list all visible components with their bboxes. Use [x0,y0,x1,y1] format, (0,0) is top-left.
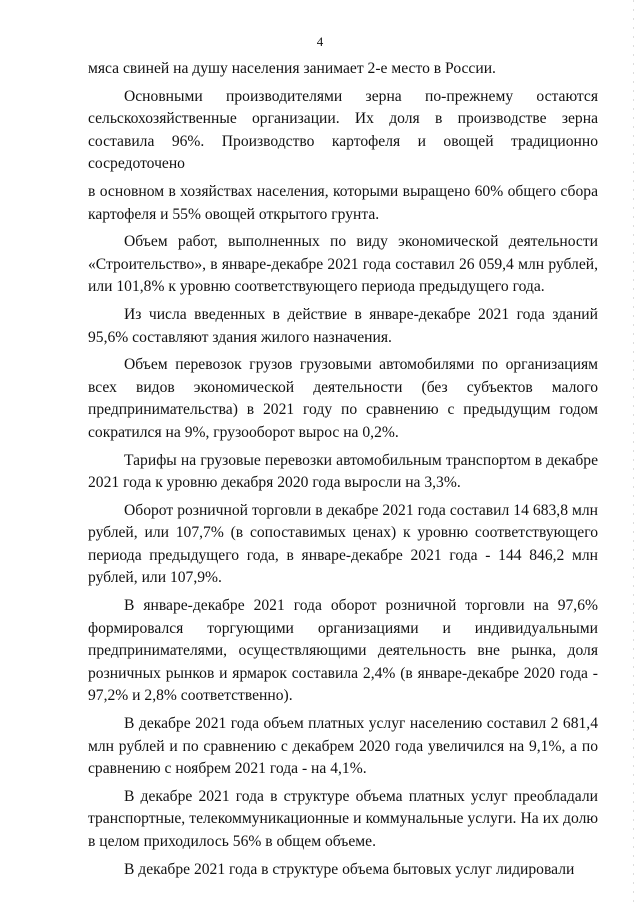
paragraph-grain-producers: Основными производителями зерна по-прежнему остаются сельскохозяйственные организации. Их доля в производстве зерна составила 96%. Производство картофеля и овощей традиционно сосредоточено [88,87,598,173]
paragraph-freight: Объем перевозок грузов грузовыми автомобилями по организациям всех видов экономической деятельности (без субъектов малого предпринимательства) в 2021 году по сравнению с предыдущим годом сократился на 9%, грузооборот вырос на 0,2%. [88,356,598,441]
paragraph-tariffs: Тарифы на грузовые перевозки автомобильным транспортом в декабре 2021 года к уровню декабря 2020 года выросли на 3,3%. [88,451,598,492]
paragraph-paid-services: В декабре 2021 года объем платных услуг населению составил 2 681,4 млн рублей и по сравнению с декабрем 2020 года увеличился на 9,1%, а по сравнению с ноябрем 2021 года - на 4,1%. [88,715,598,778]
paragraph-households: в основном в хозяйствах населения, которыми выращено 60% общего сбора картофеля и 55% овощей открытого грунта. [88,182,598,223]
paragraph-buildings: Из числа введенных в действие в январе-декабре 2021 года зданий 95,6% составляют здания жилого назначения. [88,305,598,346]
paragraph-construction: Объем работ, выполненных по виду экономической деятельности «Строительство», в январе-декабре 2021 года составил 26 059,4 млн рублей, или 101,8% к уровню соответствующего периода предыдущего года. [88,233,598,296]
paragraph-continuation: мяса свиней на душу населения занимает 2-е место в России. [88,60,496,77]
paragraph-retail-structure: В январе-декабре 2021 года оборот розничной торговли на 97,6% формировался торгующими организациями и индивидуальными предпринимателями, осуществляющими деятельность вне рынка, доля розничных рынков и ярмарок составила 2,4% (в январе-декабре 2020 года - 97,2% и 2,8% соответственно). [88,597,598,705]
paragraph-household-services: В декабре 2021 года в структуре объема бытовых услуг лидировали [124,860,575,878]
document-body [88,58,598,881]
page-number: 4 [316,34,324,49]
scan-edge-mark [633,0,634,905]
paragraph-services-structure: В декабре 2021 года в структуре объема платных услуг преобладали транспортные, телекоммуникационные и коммунальные услуги. На их долю в целом приходилось 56% в общем объеме. [88,787,598,850]
paragraph-retail-turnover: Оборот розничной торговли в декабре 2021 года составил 14 683,8 млн рублей, или 107,7% (в сопоставимых ценах) к уровню соответствующего периода предыдущего года, в январе-декабре 2021 года - 144 846,2 млн рублей, или 107,9%. [88,501,598,587]
